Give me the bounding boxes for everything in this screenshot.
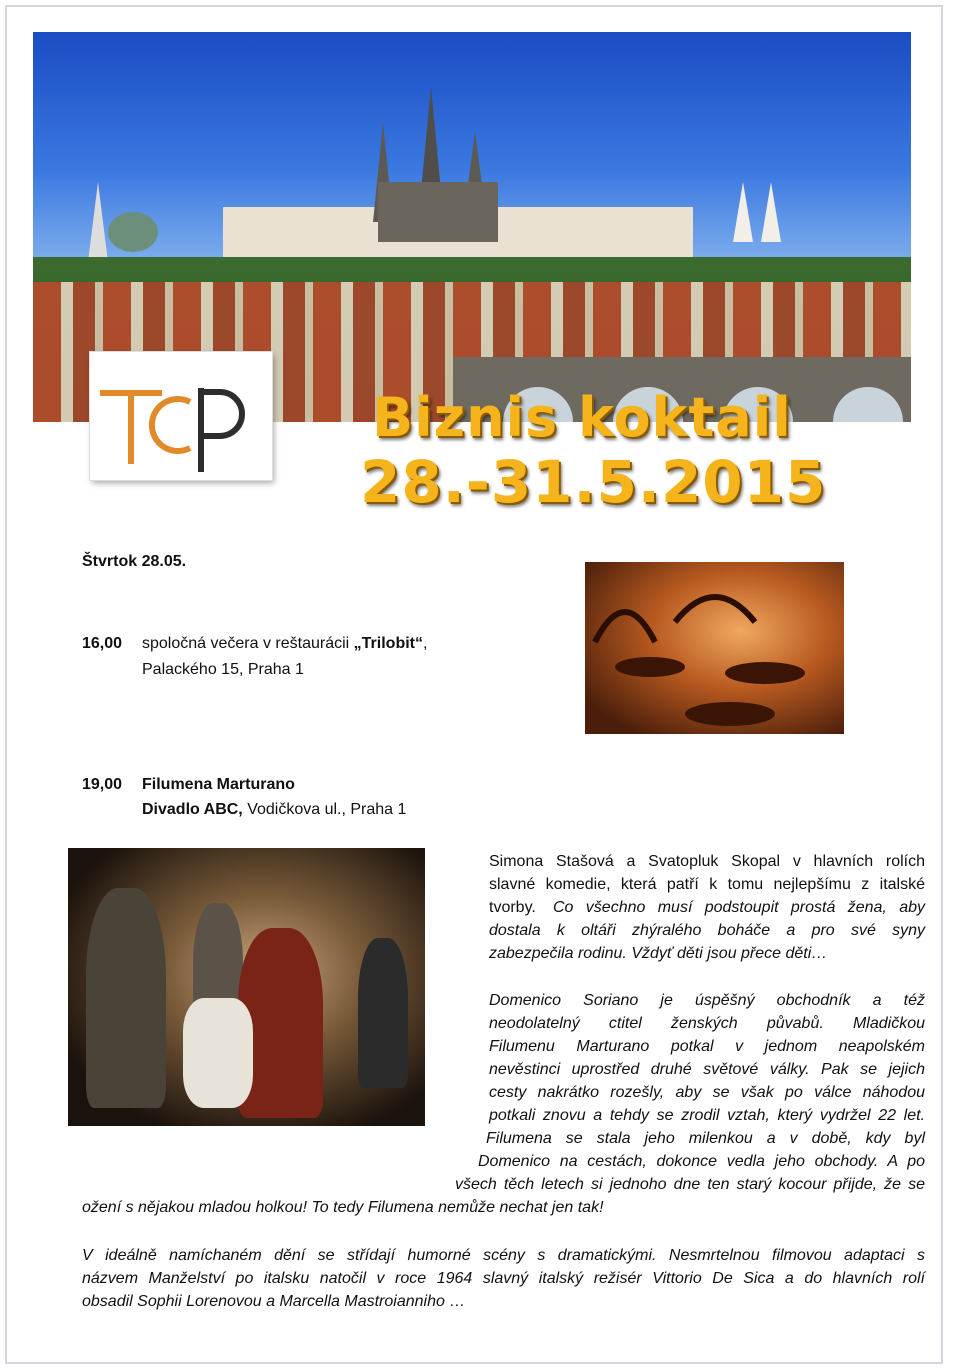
desc-p1-line: zabezpečila rodinu. Vždyť děti jsou přece děti… [489, 945, 828, 962]
desc-p1-line: slavné komedie, která patří k tomu nejlepšímu z italské [489, 876, 925, 893]
desc-p1-line: Simona Stašová a Svatopluk Skopal v hlavních rolích [489, 853, 925, 870]
event1-time: 16,00 [82, 635, 123, 652]
event2-play: Filumena Marturano [142, 776, 295, 793]
desc-p1-line: Co všechno musí podstoupit prostá žena, aby [553, 899, 925, 916]
event1-address: Palackého 15, Praha 1 [142, 661, 304, 678]
desc-p2-line: cesty nakrátko rozešly, aby se však po válce náhodou [489, 1084, 925, 1101]
event1-comma: , [422, 635, 428, 652]
desc-p2-line: nevěstinci uprostřed druhé světové války. Pak se jejich [489, 1061, 925, 1078]
desc-p2-line: neodolatelný ctitel ženských půvabů. Mladičkou [489, 1015, 925, 1032]
desc-p2-line: Filumena se stala jeho milenkou a v době, kdy byl [486, 1130, 925, 1147]
event-dates: 28.-31.5.2015 [360, 448, 827, 516]
event2-address: Vodičkova ul., Praha 1 [242, 801, 407, 818]
desc-p3-line: V ideálně namíchaném dění se střídají humorné scény s dramatickými. Nesmrtelnou filmovou adaptaci s [82, 1247, 925, 1264]
desc-p2-line: Filumenu Marturano potkal v jednom neapolském [489, 1038, 925, 1055]
desc-p3-line: názvem Manželství po italsku natočil v roce 1964 slavný italský režisér Vittorio De Sica a do hlavních rolí [82, 1270, 925, 1287]
event1-venue: „Trilobit“ [353, 635, 423, 652]
desc-p2-line: ožení s nějakou mladou holkou! To tedy Filumena nemůže nechat jen tak! [82, 1199, 604, 1216]
desc-p2-line: Domenico Soriano je úspěšný obchodník a též [489, 992, 925, 1009]
event-title: Biznis koktail [372, 386, 792, 449]
restaurant-arches [585, 562, 844, 734]
tcp-logo [90, 352, 272, 480]
desc-p3-line: obsadil Sophii Lorenovou a Marcella Mastroianniho … [82, 1293, 466, 1310]
desc-p1-line: tvorby. [489, 899, 536, 916]
desc-p1-line: dostala k oltáři zhýralého boháče a pro své syny [489, 922, 925, 939]
day-heading: Štvrtok 28.05. [82, 553, 187, 570]
event2-theatre: Divadlo ABC, [142, 801, 243, 818]
desc-p2-line: potkali znovu a tehdy se zrodil vztah, který vydržel 22 let. [489, 1107, 925, 1124]
desc-p2-line: Domenico na cestách, dokonce vedla jeho obchody. A po [478, 1153, 925, 1170]
event1-text: spoločná večera v reštaurácii [142, 635, 354, 652]
theatre-photo [68, 848, 425, 1126]
cathedral-spires [33, 32, 911, 282]
event1-description [142, 632, 427, 655]
event2-venue [142, 798, 406, 821]
desc-p2-line: všech těch letech si jednoho dne ten starý kocour přijde, že se [455, 1176, 925, 1193]
tcp-logo-graphic [90, 352, 272, 480]
restaurant-photo [585, 562, 844, 734]
event2-time: 19,00 [82, 776, 123, 793]
